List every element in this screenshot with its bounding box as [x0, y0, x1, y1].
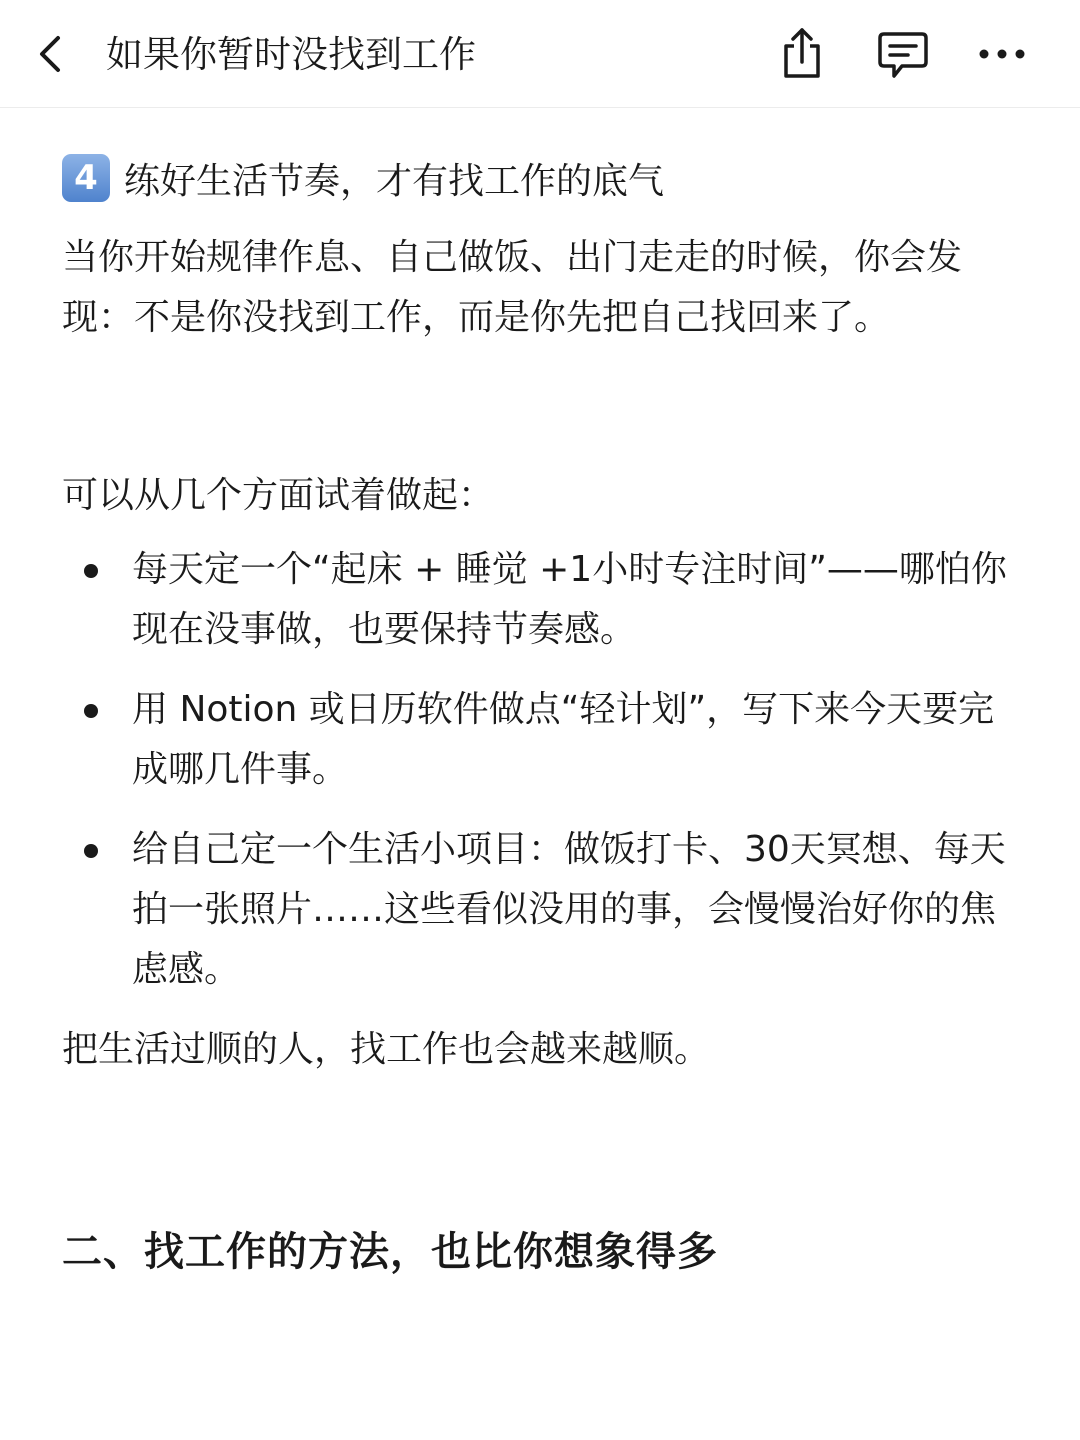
closing-paragraph: 把生活过顺的人，找工作也会越来越顺。 [62, 1029, 711, 1070]
list-item [62, 680, 1022, 800]
top-nav-bar [0, 0, 1080, 108]
list-item-text: 用 Notion 或日历软件做点“轻计划”，写下来今天要完成哪几件事。 [132, 689, 995, 790]
more-button[interactable] [972, 24, 1032, 84]
bullet-dot [84, 564, 98, 578]
list-item-text: 每天定一个“起床 + 睡觉 +1小时专注时间”——哪怕你现在没事做，也要保持节奏感。 [132, 549, 1007, 650]
share-button[interactable] [772, 24, 832, 84]
bullet-dot [84, 844, 98, 858]
bullet-list [62, 540, 1022, 1000]
share-icon [772, 24, 832, 84]
article-body [62, 148, 1022, 1282]
number-badge: 4 [62, 154, 110, 202]
list-item [62, 820, 1022, 1000]
comment-icon [872, 24, 932, 84]
section-header [62, 148, 1022, 208]
comment-button[interactable] [872, 24, 932, 84]
lead-paragraph: 可以从几个方面试着做起： [62, 475, 495, 516]
more-icon [972, 24, 1032, 84]
next-section-heading: 二、找工作的方法，也比你想象得多 [62, 1229, 718, 1275]
page-title: 如果你暂时没找到工作 [106, 33, 476, 76]
list-item [62, 540, 1022, 660]
chevron-left-icon [28, 26, 76, 82]
back-button[interactable] [28, 26, 76, 82]
section-title: 练好生活节奏，才有找工作的底气 [124, 160, 665, 202]
intro-paragraph: 当你开始规律作息、自己做饭、出门走走的时候，你会发现：不是你没找到工作，而是你先把自己找回来了。 [62, 237, 963, 338]
list-item-text: 给自己定一个生活小项目：做饭打卡、30天冥想、每天拍一张照片……这些看似没用的事，会慢慢治好你的焦虑感。 [132, 829, 1006, 990]
bullet-dot [84, 704, 98, 718]
